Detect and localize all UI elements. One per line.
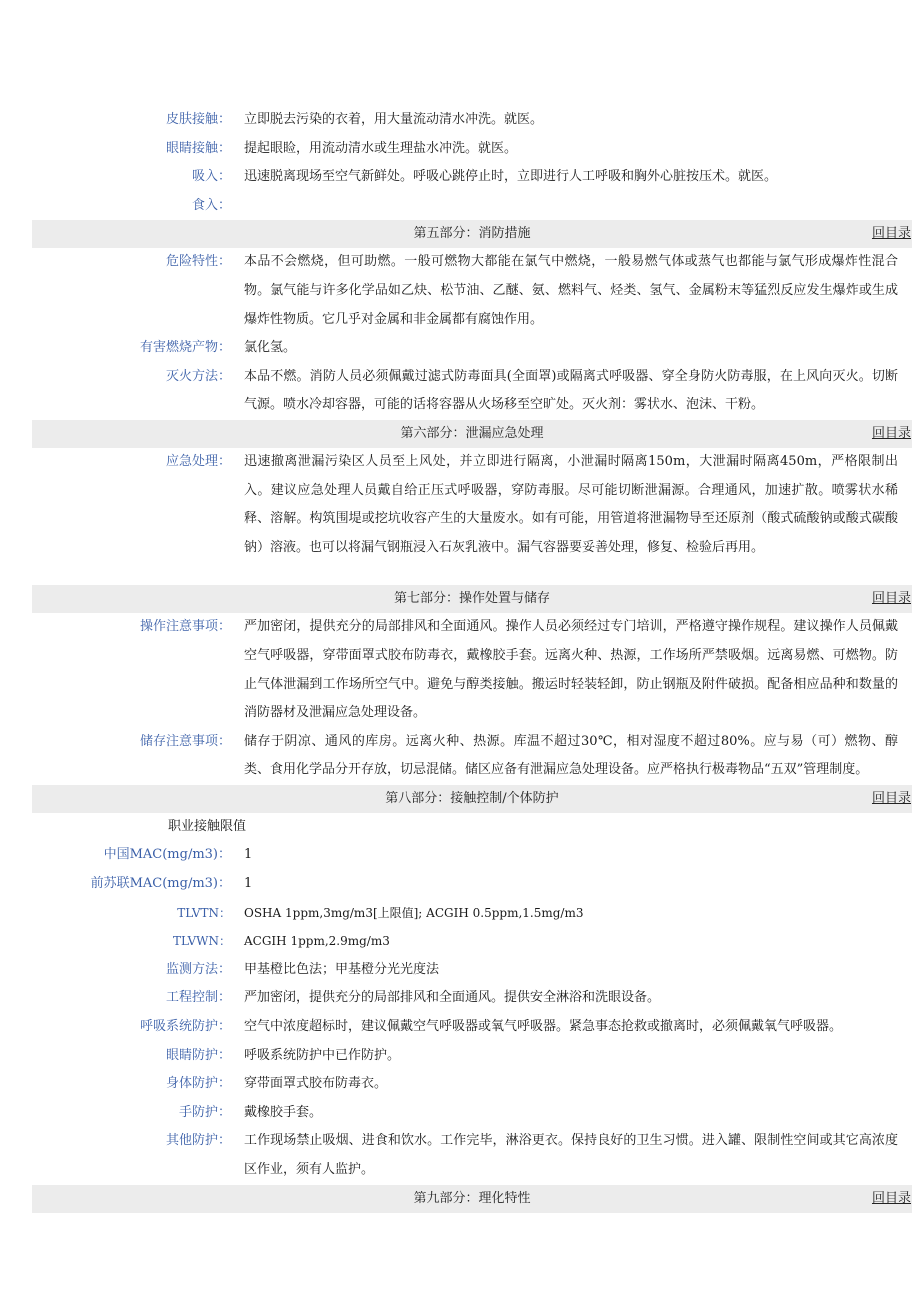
field-label: 有害燃烧产物：	[139, 340, 231, 356]
field-label: 身体防护：	[165, 1076, 231, 1092]
field-row-ingestion	[0, 192, 920, 221]
field-value: 氯化氢。	[244, 340, 297, 356]
section-title: 第九部分：理化特性	[413, 1190, 531, 1206]
field-value: 迅速脱离现场至空气新鲜处。呼吸心跳停止时，立即进行人工呼吸和胸外心脏按压术。就医。	[244, 169, 778, 185]
field-label: 工程控制：	[165, 990, 231, 1006]
field-value: 迅速撤离泄漏污染区人员至上风处，并立即进行隔离，小泄漏时隔离150m，大泄漏时隔离450m，严格限制出入。建议应急处理人员戴自给正压式呼吸器，穿防毒服。尽可能切断泄漏源。合理通风，加速扩散。喷雾状水稀释、溶解。构筑围堤或挖坑收容产生的大量废水。如有可能，用管道将泄漏物导至还原剂（酸式硫酸钠或酸式碳酸钠）溶液。也可以将漏气钢瓶浸入石灰乳液中。漏气容器要妥善处理，修复、检验后再用。	[244, 453, 898, 555]
section-title: 第八部分：接触控制/个体防护	[385, 790, 559, 806]
section-title: 第五部分：消防措施	[413, 226, 531, 242]
field-label: TLVWN：	[172, 934, 231, 949]
field-label: 操作注意事项：	[139, 619, 231, 635]
field-row-skin-contact	[0, 106, 920, 135]
field-label: TLVTN：	[177, 905, 231, 920]
field-value: 1	[244, 876, 253, 892]
back-to-contents-link[interactable]: 回目录	[871, 1190, 911, 1206]
field-value: 提起眼睑，用流动清水或生理盐水冲洗。就医。	[244, 140, 518, 156]
document-body	[0, 106, 920, 1213]
section-header-physical-chemical	[32, 1185, 912, 1213]
field-row-hazard-characteristics	[0, 248, 920, 334]
section-title: 第七部分：操作处置与储存	[393, 591, 550, 607]
back-to-contents-link[interactable]: 回目录	[871, 425, 911, 441]
field-value: 1	[244, 847, 253, 863]
field-row-monitoring-method	[0, 956, 920, 985]
field-value: ACGIH 1ppm,2.9mg/m3	[244, 934, 390, 949]
field-value: 严加密闭，提供充分的局部排风和全面通风。提供安全淋浴和洗眼设备。	[244, 990, 661, 1006]
field-row-inhalation	[0, 163, 920, 192]
field-row-other-protection	[0, 1127, 920, 1184]
field-value: 空气中浓度超标时，建议佩戴空气呼吸器或氧气呼吸器。紧急事态抢救或撤离时，必须佩戴氧气呼吸器。	[244, 1019, 843, 1035]
field-value: 工作现场禁止吸烟、进食和饮水。工作完毕，淋浴更衣。保持良好的卫生习惯。进入罐、限制性空间或其它高浓度区作业，须有人监护。	[244, 1133, 898, 1177]
field-value: 穿带面罩式胶布防毒衣。	[244, 1076, 388, 1092]
field-value: 戴橡胶手套。	[244, 1104, 323, 1120]
subheading-exposure-limits: 职业接触限值	[168, 818, 247, 834]
field-label: 监测方法：	[165, 961, 231, 977]
field-row-engineering-control	[0, 984, 920, 1013]
field-label: 储存注意事项：	[139, 733, 231, 749]
section-header-spill-response	[32, 420, 912, 448]
field-value: 本品不燃。消防人员必须佩戴过滤式防毒面具(全面罩)或隔离式呼吸器、穿全身防火防毒服，在上风向灭火。切断气源。喷水冷却容器，可能的话将容器从火场移至空旷处。灭火剂：雾状水、泡沫、干粉。	[244, 368, 898, 413]
spacer	[0, 562, 920, 585]
field-label: 危险特性：	[165, 254, 231, 270]
field-value: 呼吸系统防护中已作防护。	[244, 1047, 401, 1063]
field-row-respiratory-protection	[0, 1013, 920, 1042]
back-to-contents-link[interactable]: 回目录	[871, 790, 911, 806]
field-value: 立即脱去污染的衣着，用大量流动清水冲洗。就医。	[244, 112, 544, 127]
field-row-body-protection	[0, 1070, 920, 1099]
field-row-china-mac	[0, 841, 920, 870]
field-label: 皮肤接触：	[165, 112, 231, 127]
field-label: 其他防护：	[165, 1133, 231, 1149]
field-row-hand-protection	[0, 1099, 920, 1128]
field-label: 吸入：	[191, 169, 231, 185]
field-label: 中国MAC(mg/m3)：	[103, 847, 231, 863]
field-row-handling-precautions	[0, 613, 920, 727]
field-row-eye-contact	[0, 135, 920, 164]
field-label: 眼睛防护：	[165, 1047, 231, 1063]
section-title: 第六部分：泄漏应急处理	[400, 425, 544, 441]
back-to-contents-link[interactable]: 回目录	[871, 591, 911, 607]
field-row-eye-protection	[0, 1042, 920, 1071]
field-row-combustion-products	[0, 334, 920, 363]
field-row-extinguishing-method	[0, 363, 920, 420]
back-to-contents-link[interactable]: 回目录	[871, 226, 911, 242]
field-value: 本品不会燃烧，但可助燃。一般可燃物大都能在氯气中燃烧，一般易燃气体或蒸气也都能与氯气形成爆炸性混合物。氯气能与许多化学品如乙炔、松节油、乙醚、氨、燃料气、烃类、氢气、金属粉末等猛烈反应发生爆炸或生成爆炸性物质。它几乎对金属和非金属都有腐蚀作用。	[244, 254, 898, 327]
section-header-handling-storage	[32, 585, 912, 613]
field-value: 甲基橙比色法；甲基橙分光光度法	[244, 961, 440, 977]
field-label: 前苏联MAC(mg/m3)：	[90, 876, 231, 892]
field-value: 严加密闭，提供充分的局部排风和全面通风。操作人员必须经过专门培训，严格遵守操作规程。建议操作人员佩戴空气呼吸器，穿带面罩式胶布防毒衣，戴橡胶手套。远离火种、热源，工作场所严禁吸烟。远离易燃、可燃物。防止气体泄漏到工作场所空气中。避免与醇类接触。搬运时轻装轻卸，防止钢瓶及附件破损。配备相应品种和数量的消防器材及泄漏应急处理设备。	[244, 619, 898, 721]
field-value: 储存于阴凉、通风的库房。远离火种、热源。库温不超过30℃，相对湿度不超过80%。应与易（可）燃物、醇类、食用化学品分开存放，切忌混储。储区应备有泄漏应急处理设备。应严格执行极毒物品“五双”管理制度。	[244, 733, 898, 778]
field-label: 灭火方法：	[165, 368, 231, 384]
field-label: 眼睛接触：	[165, 140, 231, 156]
field-label: 手防护：	[178, 1104, 231, 1120]
field-row-tlvtn	[0, 899, 920, 928]
field-label: 呼吸系统防护：	[139, 1019, 231, 1035]
field-row-ussr-mac	[0, 870, 920, 899]
field-label: 应急处理：	[165, 453, 231, 469]
field-row-storage-precautions	[0, 728, 920, 785]
field-row-tlvwn	[0, 927, 920, 956]
field-row-emergency-handling	[0, 448, 920, 562]
section-header-fire-fighting	[32, 220, 912, 248]
section-header-exposure-control	[32, 785, 912, 813]
field-value: OSHA 1ppm,3mg/m3[上限值]; ACGIH 0.5ppm,1.5mg/m3	[244, 905, 584, 920]
field-label: 食入：	[191, 197, 231, 213]
